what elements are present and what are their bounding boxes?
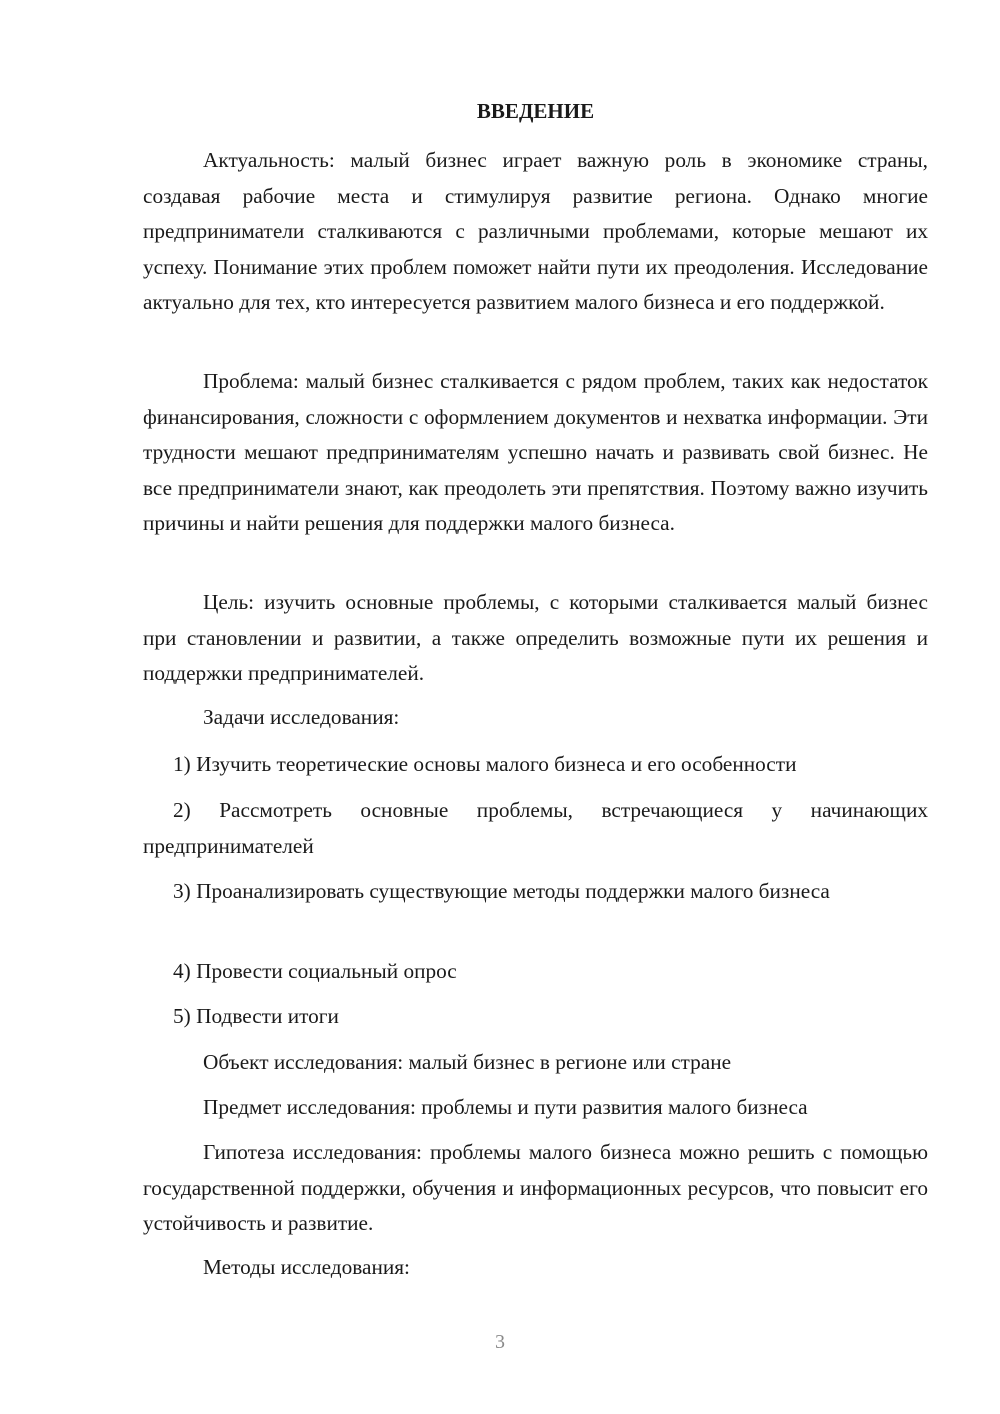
- page-number: 3: [495, 1331, 505, 1353]
- subject-paragraph: Предмет исследования: проблемы и пути развития малого бизнеса: [203, 1095, 808, 1119]
- relevance-paragraph: Актуальность: малый бизнес играет важную роль в экономике страны, создавая рабочие места и стимулируя развитие региона. Однако многие предприниматели сталкиваются с различными проблемами, которые мешают их успеху. Понимание этих проблем поможет найти пути их преодоления. Исследование актуально для тех, кто интересуется развитием малого бизнеса и его поддержкой.: [143, 148, 928, 314]
- methods-heading: Методы исследования:: [203, 1255, 410, 1279]
- task-item-1: 1) Изучить теоретические основы малого бизнеса и его особенности: [173, 752, 797, 776]
- tasks-heading: Задачи исследования:: [203, 705, 400, 729]
- problem-paragraph: Проблема: малый бизнес сталкивается с рядом проблем, таких как недостаток финансирования, сложности с оформлением документов и нехватка информации. Эти трудности мешают предпринимателям успешно начать и развивать свой бизнес. Не все предприниматели знают, как преодолеть эти препятствия. Поэтому важно изучить причины и найти решения для поддержки малого бизнеса.: [143, 369, 928, 535]
- section-heading: ВВЕДЕНИЕ: [476, 99, 595, 123]
- task-item-5: 5) Подвести итоги: [173, 1004, 339, 1028]
- hypothesis-paragraph: Гипотеза исследования: проблемы малого бизнеса можно решить с помощью государственной поддержки, обучения и информационных ресурсов, что повысит его устойчивость и развитие.: [143, 1140, 928, 1235]
- task-item-4: 4) Провести социальный опрос: [173, 959, 457, 983]
- task-item-3: 3) Проанализировать существующие методы поддержки малого бизнеса: [173, 879, 830, 903]
- goal-paragraph: Цель: изучить основные проблемы, с которыми сталкивается малый бизнес при становлении и развитии, а также определить возможные пути их решения и поддержки предпринимателей.: [143, 590, 928, 685]
- object-paragraph: Объект исследования: малый бизнес в регионе или стране: [203, 1050, 732, 1074]
- task-item-2: 2) Рассмотреть основные проблемы, встречающиеся у начинающих предпринимателей: [143, 798, 928, 858]
